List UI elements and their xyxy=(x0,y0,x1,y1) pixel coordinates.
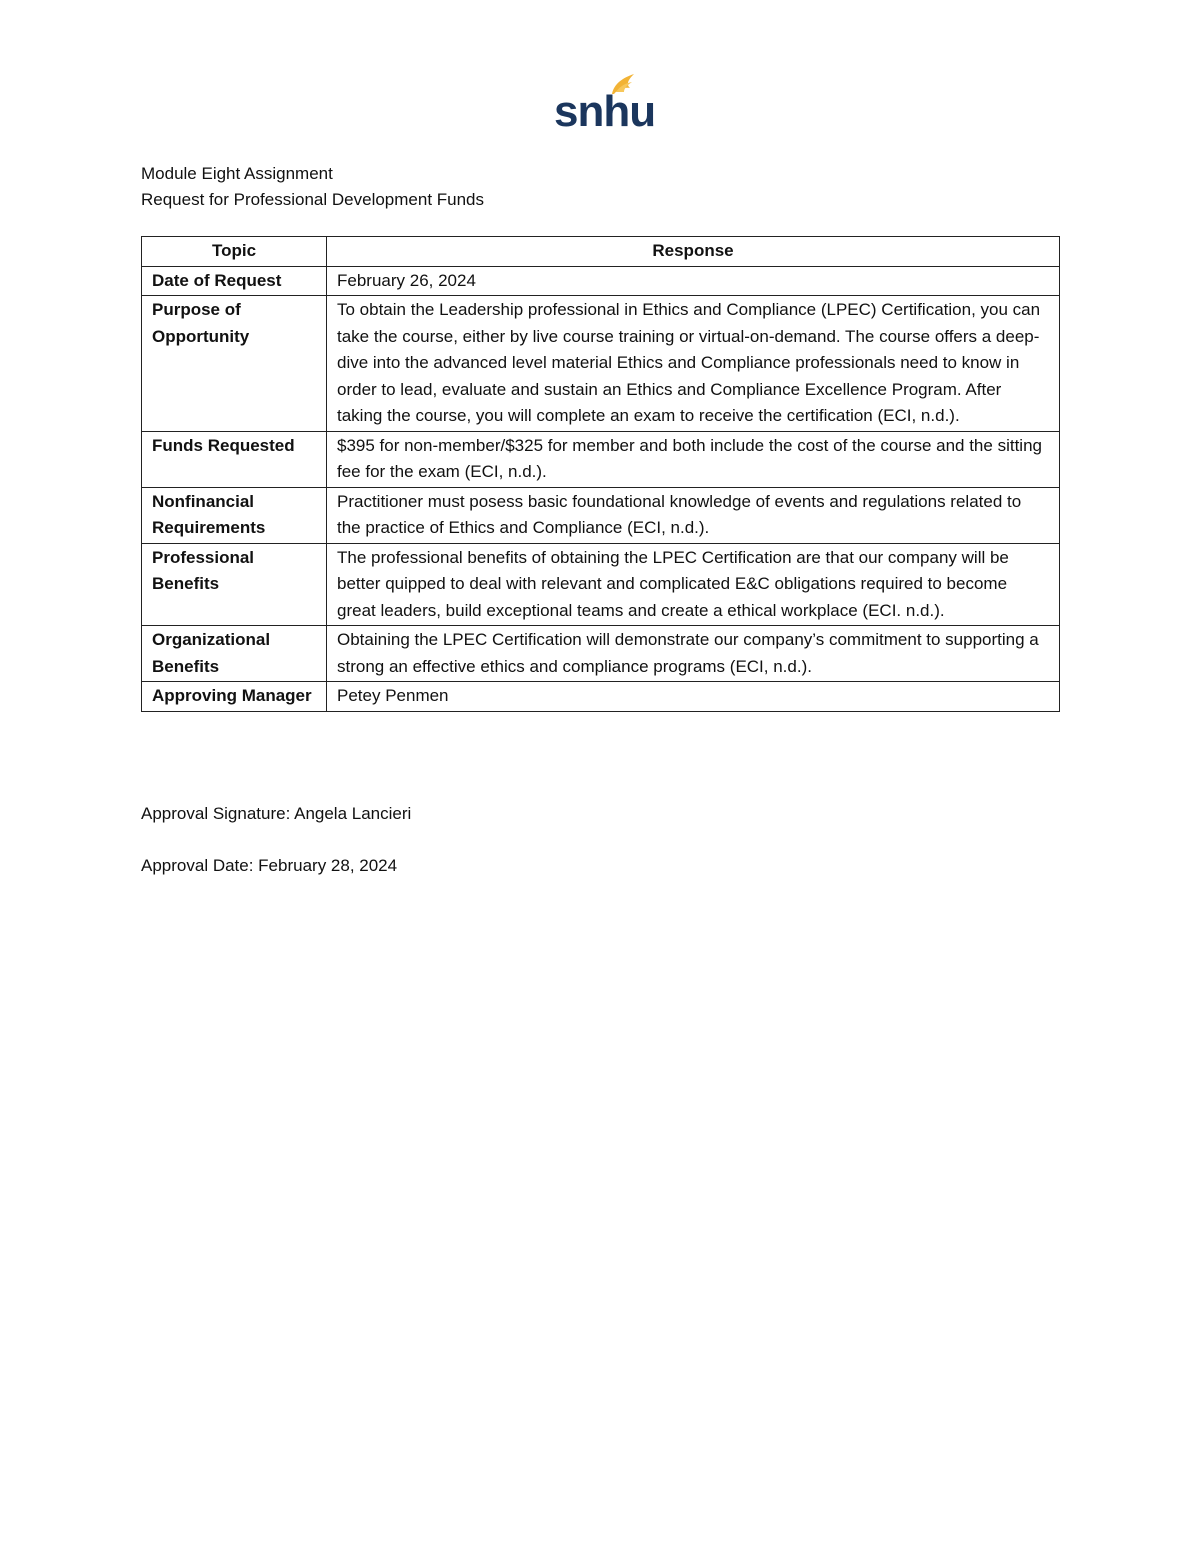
topic-cell: Date of Request xyxy=(142,266,327,296)
response-cell: $395 for non-member/$325 for member and both include the cost of the course and the sitting fee for the exam (ECI, n.d.). xyxy=(327,431,1060,487)
table-row xyxy=(142,682,1060,712)
response-cell: Petey Penmen xyxy=(327,682,1060,712)
table-row xyxy=(142,543,1060,626)
request-table xyxy=(141,236,1060,712)
snhu-logo xyxy=(554,72,656,136)
topic-cell: Funds Requested xyxy=(142,431,327,487)
response-cell: The professional benefits of obtaining the LPEC Certification are that our company will be better quipped to deal with relevant and complicated E&C obligations required to become great leaders, build exceptional teams and create a ethical workplace (ECI. n.d.). xyxy=(327,543,1060,626)
response-cell: February 26, 2024 xyxy=(327,266,1060,296)
table-row xyxy=(142,487,1060,543)
topic-cell: Purpose of Opportunity xyxy=(142,296,327,432)
table-row xyxy=(142,431,1060,487)
logo-wordmark: snhu xyxy=(554,87,656,136)
column-header-topic: Topic xyxy=(142,237,327,267)
column-header-response: Response xyxy=(327,237,1060,267)
topic-cell: Professional Benefits xyxy=(142,543,327,626)
topic-cell: Approving Manager xyxy=(142,682,327,712)
document-heading xyxy=(141,161,484,213)
request-table-container xyxy=(141,236,1059,712)
response-cell: Obtaining the LPEC Certification will demonstrate our company’s commitment to supporting a strong an effective ethics and compliance programs (ECI, n.d.). xyxy=(327,626,1060,682)
request-title: Request for Professional Development Funds xyxy=(141,190,485,209)
table-header-row xyxy=(142,237,1060,267)
table-row xyxy=(142,626,1060,682)
approval-date: Approval Date: February 28, 2024 xyxy=(141,856,398,875)
table-row xyxy=(142,266,1060,296)
response-cell: To obtain the Leadership professional in Ethics and Compliance (LPEC) Certification, you can take the course, either by live course training or virtual-on-demand. The course offers a deep-dive into the advanced level material Ethics and Compliance professionals need to know in order to lead, evaluate and sustain an Ethics and Compliance Excellence Program. After taking the course, you will complete an exam to receive the certification (ECI, n.d.). xyxy=(327,296,1060,432)
table-row xyxy=(142,296,1060,432)
assignment-title: Module Eight Assignment xyxy=(141,164,333,183)
topic-cell: Nonfinancial Requirements xyxy=(142,487,327,543)
response-cell: Practitioner must posess basic foundational knowledge of events and regulations related to the practice of Ethics and Compliance (ECI, n.d.). xyxy=(327,487,1060,543)
approval-signature: Approval Signature: Angela Lancieri xyxy=(141,804,412,823)
topic-cell: Organizational Benefits xyxy=(142,626,327,682)
